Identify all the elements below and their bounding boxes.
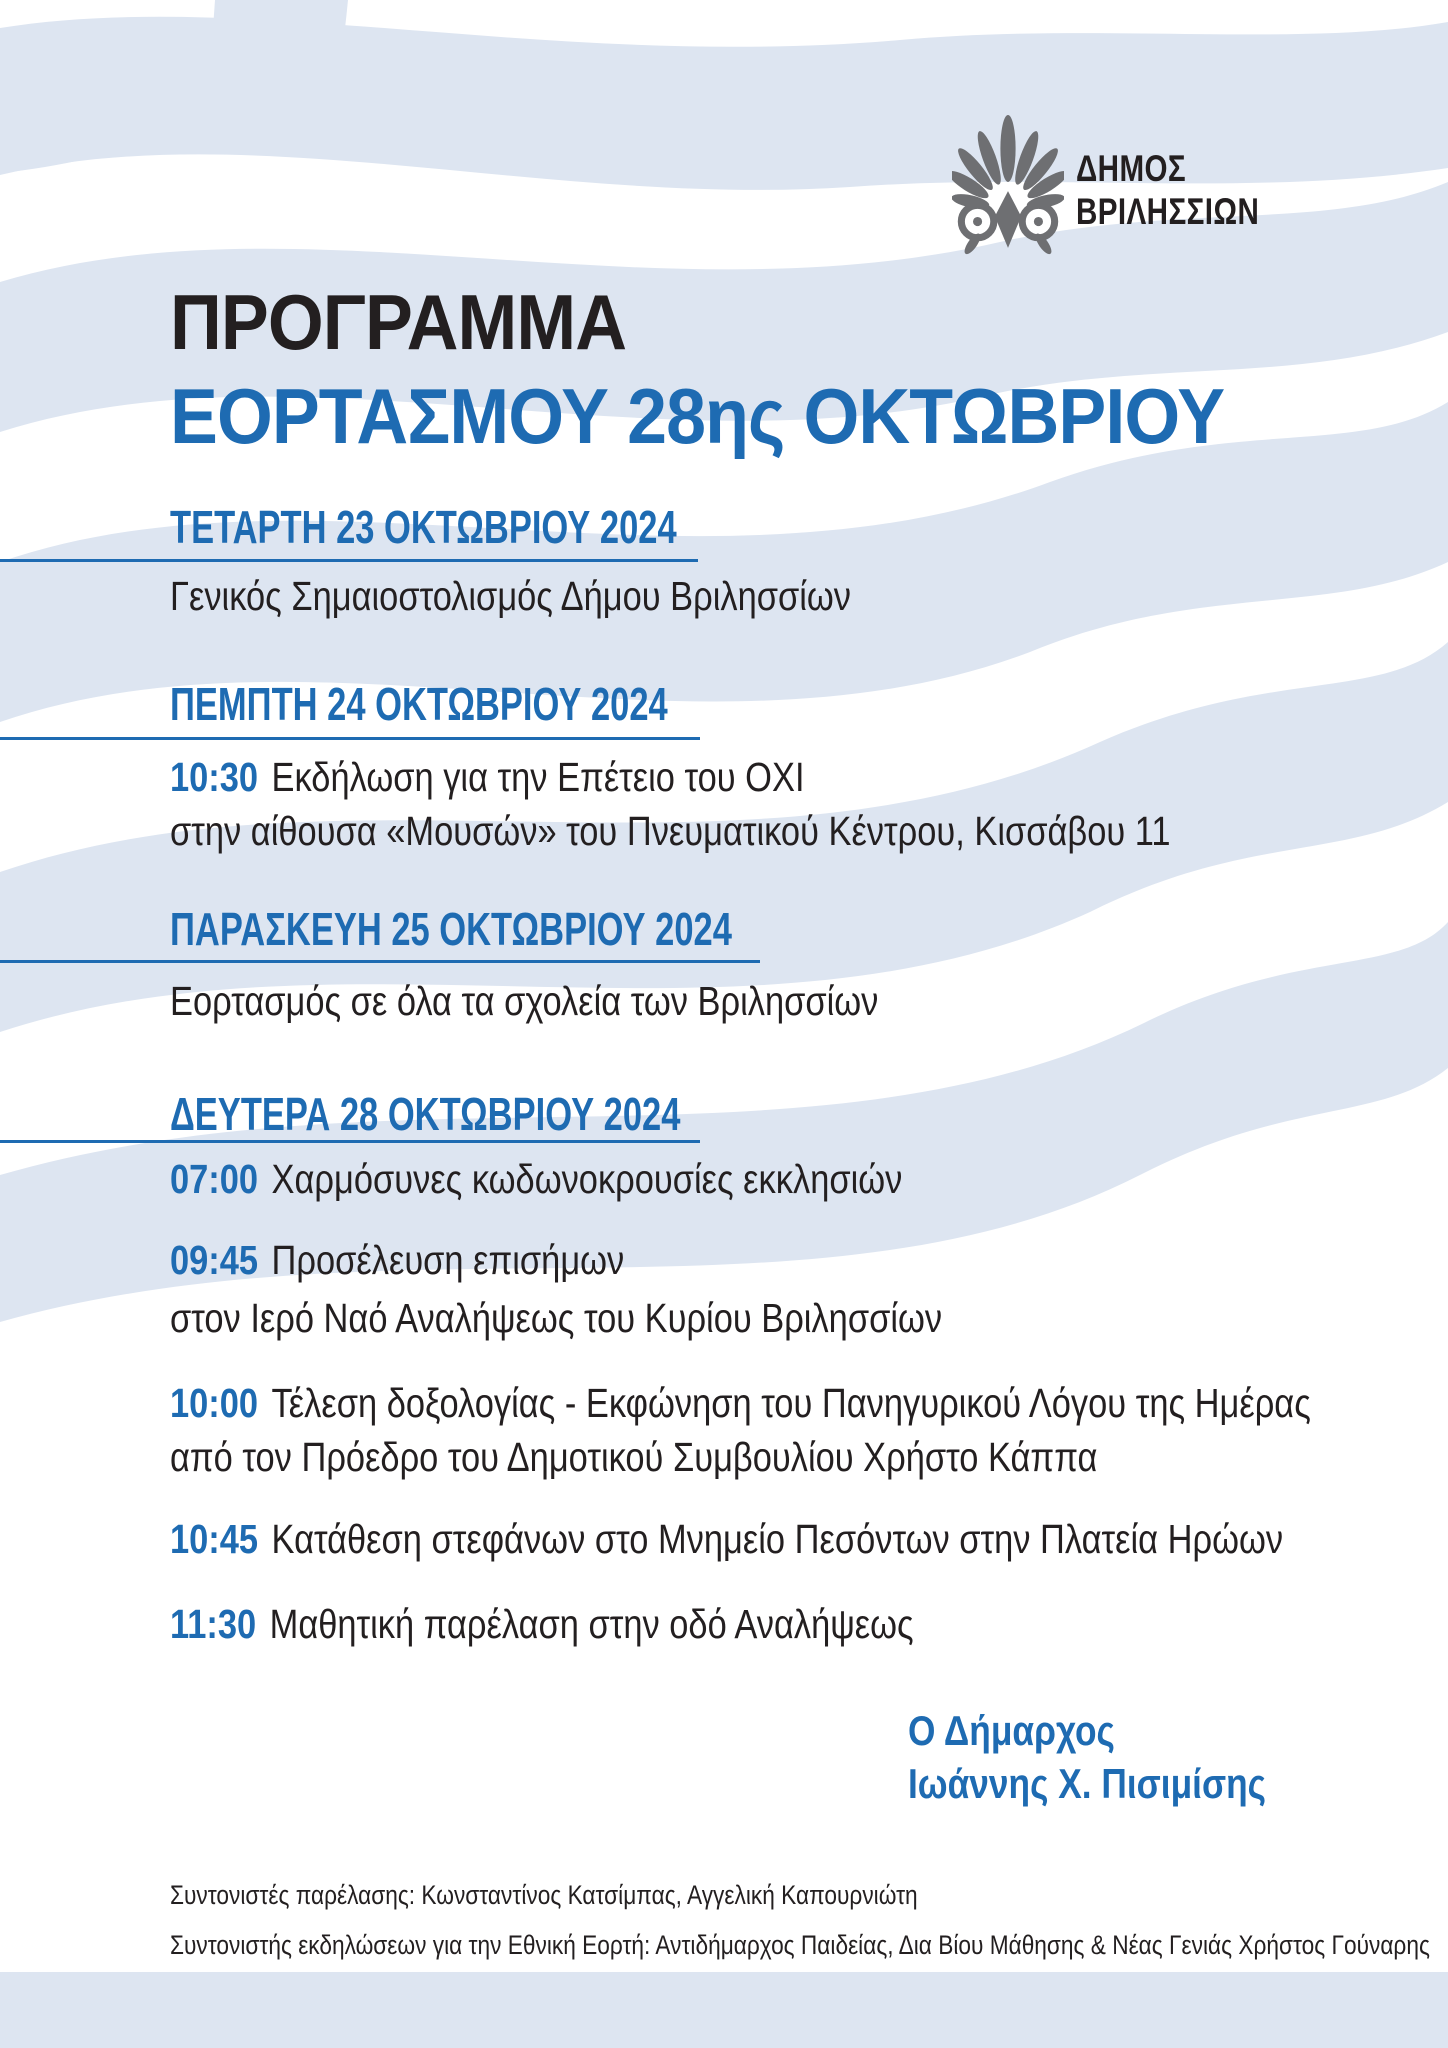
- event-row: [170, 1516, 1283, 1563]
- event-text: Προσέλευση επισήμων: [271, 1237, 625, 1283]
- signature-role: Ο Δήμαρχος: [908, 1707, 1115, 1754]
- event-row: [170, 754, 805, 801]
- event-text: Χαρμόσυνες κωδωνοκρουσίες εκκλησιών: [271, 1156, 903, 1202]
- event-row: [170, 573, 851, 620]
- palmette-logo-icon: [952, 114, 1064, 256]
- section-divider-line: [0, 960, 760, 963]
- event-row: [170, 1156, 902, 1203]
- event-time: 10:30: [170, 754, 259, 800]
- section-heading-mon-28-oct: ΔΕΥΤΕΡΑ 28 ΟΚΤΩΒΡΙΟΥ 2024: [170, 1088, 681, 1140]
- event-text: από τον Πρόεδρο του Δημοτικού Συμβουλίου Χρήστο Κάππα: [170, 1434, 1098, 1480]
- footer-parade-coordinators: Συντονιστές παρέλασης: Κωνσταντίνος Κατσίμπας, Αγγελική Καπουρνιώτη: [170, 1880, 918, 1910]
- event-time: 07:00: [170, 1156, 259, 1202]
- event-row: [170, 1434, 1097, 1481]
- event-text: Μαθητική παρέλαση στην οδό Αναλήψεως: [269, 1601, 914, 1647]
- section-heading-wed-23-oct: ΤΕΤΑΡΤΗ 23 ΟΚΤΩΒΡΙΟΥ 2024: [170, 501, 677, 553]
- event-row: [170, 1237, 624, 1284]
- section-heading-thu-24-oct: ΠΕΜΠΤΗ 24 ΟΚΤΩΒΡΙΟΥ 2024: [170, 678, 668, 730]
- section-heading-fri-25-oct: ΠΑΡΑΣΚΕΥΗ 25 ΟΚΤΩΒΡΙΟΥ 2024: [170, 903, 732, 955]
- event-text: Γενικός Σημαιοστολισμός Δήμου Βριλησσίων: [170, 573, 852, 619]
- poster-title-line1: ΠΡΟΓΡΑΜΜΑ: [170, 278, 627, 366]
- event-row: [170, 808, 1171, 855]
- event-text: Κατάθεση στεφάνων στο Μνημείο Πεσόντων στην Πλατεία Ηρώων: [271, 1516, 1284, 1562]
- event-time: 10:00: [170, 1380, 259, 1426]
- event-row: [170, 1380, 1311, 1427]
- event-text: στον Ιερό Ναό Αναλήψεως του Κυρίου Βριλησσίων: [170, 1295, 943, 1341]
- section-divider-line: [0, 737, 700, 740]
- event-text: Τέλεση δοξολογίας - Εκφώνηση του Πανηγυρικού Λόγου της Ημέρας: [271, 1380, 1311, 1426]
- poster-title-line2: ΕΟΡΤΑΣΜΟΥ 28ης ΟΚΤΩΒΡΙΟΥ: [170, 372, 1225, 460]
- logo-municipality-name-line2: ΒΡΙΛΗΣΣΙΩΝ: [1076, 191, 1260, 232]
- event-time: 10:45: [170, 1516, 259, 1562]
- signature-mayor-name: Ιωάννης Χ. Πισιμίσης: [908, 1760, 1267, 1807]
- logo-municipality-name-line1: ΔΗΜΟΣ: [1076, 148, 1187, 189]
- event-text: στην αίθουσα «Μουσών» του Πνευματικού Κέντρου, Κισσάβου 11: [170, 808, 1171, 854]
- event-row: [170, 978, 878, 1025]
- event-row: [170, 1601, 914, 1648]
- section-divider-line: [0, 1140, 700, 1143]
- event-time: 11:30: [170, 1601, 257, 1647]
- event-time: 09:45: [170, 1237, 259, 1283]
- footer-events-coordinator: Συντονιστής εκδηλώσεων για την Εθνική Εορτή: Αντιδήμαρχος Παιδείας, Δια Βίου Μάθησης & Νέας Γενιάς Χρήστος Γούναρης: [170, 1930, 1430, 1960]
- event-row: [170, 1295, 942, 1342]
- event-text: Εκδήλωση για την Επέτειο του ΟΧΙ: [271, 754, 805, 800]
- section-divider-line: [0, 559, 698, 562]
- event-text: Εορτασμός σε όλα τα σχολεία των Βριλησσίων: [170, 978, 879, 1024]
